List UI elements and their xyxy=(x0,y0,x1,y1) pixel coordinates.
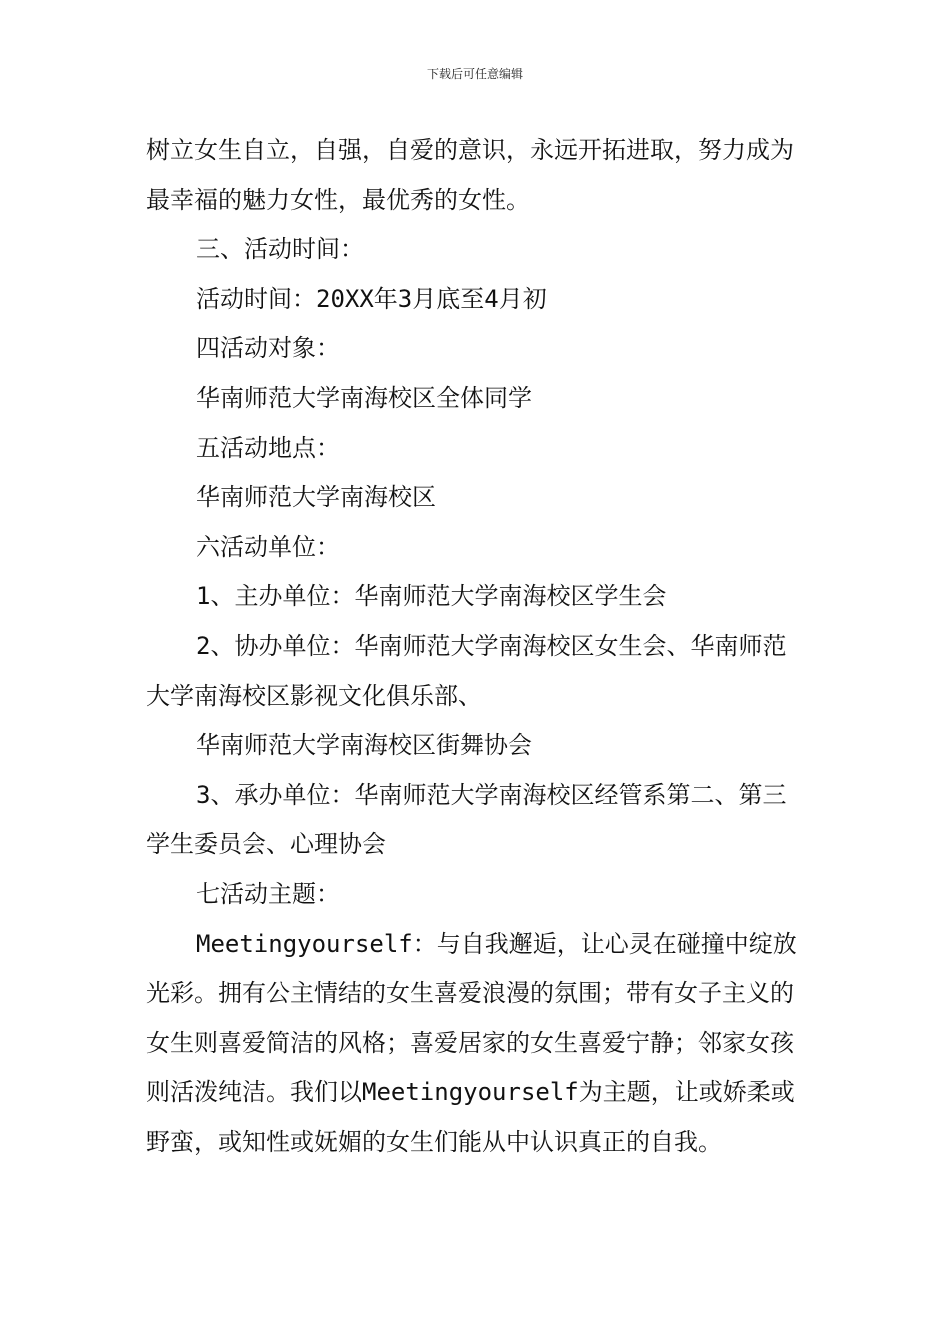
paragraph-1: 树立女生自立，自强，自爱的意识，永远开拓进取，努力成为最幸福的魅力女性，最优秀的女性。 xyxy=(146,136,794,214)
paragraph-host-unit: 1、主办单位：华南师范大学南海校区学生会 xyxy=(196,582,667,611)
section-heading-location: 五活动地点： xyxy=(196,433,340,462)
section-heading-audience: 四活动对象： xyxy=(196,334,340,363)
page-header-note: 下载后可任意编辑 xyxy=(426,67,523,81)
paragraph-organizer-unit: 3、承办单位：华南师范大学南海校区经管系第二、第三学生委员会、心理协会 xyxy=(146,780,787,859)
section-heading-time: 三、活动时间： xyxy=(196,235,364,264)
section-heading-theme: 七活动主题： xyxy=(196,879,340,908)
paragraph-time: 活动时间：20XX年3月底至4月初 xyxy=(196,284,547,313)
paragraph-theme: Meetingyourself：与自我邂逅，让心灵在碰撞中绽放光彩。拥有公主情结的女生喜爱浪漫的氛围；带有女子主义的女生则喜爱简洁的风格；喜爱居家的女生喜爱宁静；邻家女孩则活泼纯洁。我们以Meetingyourself为主题，让或娇柔或野蛮，或知性或妩媚的女生们能从中认识真正的自我。 xyxy=(146,929,797,1156)
paragraph-co-host-unit-cont: 华南师范大学南海校区街舞协会 xyxy=(196,731,532,760)
section-heading-units: 六活动单位： xyxy=(196,532,340,561)
paragraph-location: 华南师范大学南海校区 xyxy=(196,483,436,512)
document-body xyxy=(146,126,810,1167)
paragraph-audience: 华南师范大学南海校区全体同学 xyxy=(196,383,532,412)
paragraph-co-host-unit: 2、协办单位：华南师范大学南海校区女生会、华南师范大学南海校区影视文化俱乐部、 xyxy=(146,631,787,710)
